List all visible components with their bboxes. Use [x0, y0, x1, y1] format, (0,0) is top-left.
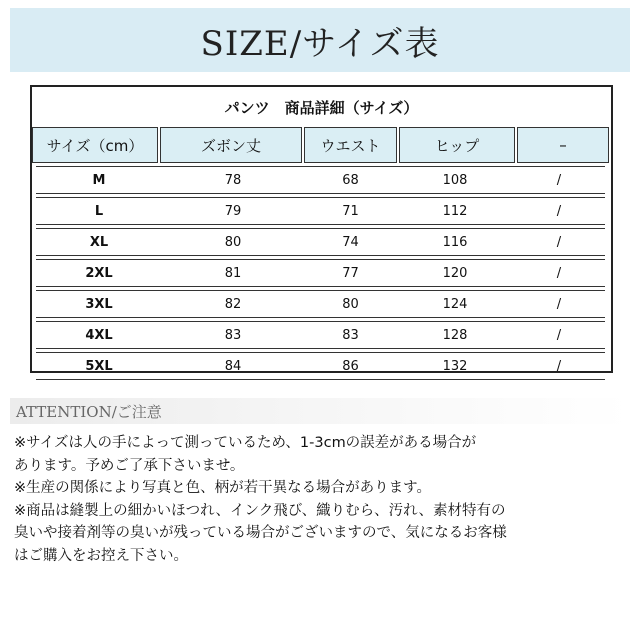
attention-heading: ATTENTION/ご注意: [16, 402, 162, 421]
table-row: [32, 197, 611, 225]
cell-waist: 74: [304, 228, 397, 256]
cell-hip: 132: [397, 352, 513, 380]
cell-size: 3XL: [36, 290, 162, 318]
table-row: [32, 290, 611, 318]
note-line: 臭いや接着剤等の臭いが残っている場合がございますので、気になるお客様: [14, 525, 507, 541]
cell-waist: 80: [304, 290, 397, 318]
page-title: SIZE/サイズ表: [200, 23, 440, 64]
cell-length: 84: [162, 352, 304, 380]
table-caption: パンツ 商品詳細（サイズ）: [224, 98, 419, 117]
cell-extra: /: [513, 197, 605, 225]
table-row: [32, 259, 611, 287]
cell-waist: 71: [304, 197, 397, 225]
table-row: [32, 321, 611, 349]
table-header-row: [32, 127, 611, 163]
title-banner: [10, 8, 630, 72]
cell-extra: /: [513, 290, 605, 318]
table-row: [32, 166, 611, 194]
cell-length: 81: [162, 259, 304, 287]
cell-size: 2XL: [36, 259, 162, 287]
cell-waist: 86: [304, 352, 397, 380]
cell-extra: /: [513, 228, 605, 256]
cell-hip: 112: [397, 197, 513, 225]
note-line: ※サイズは人の手によって測っているため、1-3cmの誤差がある場合が: [14, 435, 477, 451]
cell-extra: /: [513, 352, 605, 380]
attention-notes: [14, 432, 630, 567]
cell-length: 80: [162, 228, 304, 256]
header-hip: ヒップ: [399, 127, 515, 163]
cell-size: 4XL: [36, 321, 162, 349]
cell-length: 82: [162, 290, 304, 318]
cell-size: L: [36, 197, 162, 225]
size-grid: [32, 127, 611, 383]
attention-banner: [10, 398, 630, 424]
cell-hip: 120: [397, 259, 513, 287]
note-line: あります。予めご了承下さいませ。: [14, 457, 245, 474]
header-size: サイズ（cm）: [32, 127, 158, 163]
cell-waist: 68: [304, 166, 397, 194]
cell-hip: 124: [397, 290, 513, 318]
cell-extra: /: [513, 166, 605, 194]
cell-size: XL: [36, 228, 162, 256]
cell-size: M: [36, 166, 162, 194]
cell-length: 79: [162, 197, 304, 225]
header-waist: ウエスト: [304, 127, 397, 163]
size-table: [30, 85, 613, 373]
cell-waist: 77: [304, 259, 397, 287]
cell-length: 78: [162, 166, 304, 194]
note-line: ※商品は縫製上の細かいほつれ、インク飛び、織りむら、汚れ、素材特有の: [14, 502, 506, 519]
header-length: ズボン丈: [160, 127, 302, 163]
cell-waist: 83: [304, 321, 397, 349]
note-line: ※生産の関係により写真と色、柄が若干異なる場合があります。: [14, 480, 431, 496]
cell-hip: 128: [397, 321, 513, 349]
cell-extra: /: [513, 321, 605, 349]
table-row: [32, 228, 611, 256]
note-line: はご購入をお控え下さい。: [14, 547, 188, 564]
header-extra: –: [517, 127, 609, 163]
cell-size: 5XL: [36, 352, 162, 380]
cell-hip: 108: [397, 166, 513, 194]
cell-length: 83: [162, 321, 304, 349]
cell-extra: /: [513, 259, 605, 287]
table-row: [32, 352, 611, 380]
cell-hip: 116: [397, 228, 513, 256]
